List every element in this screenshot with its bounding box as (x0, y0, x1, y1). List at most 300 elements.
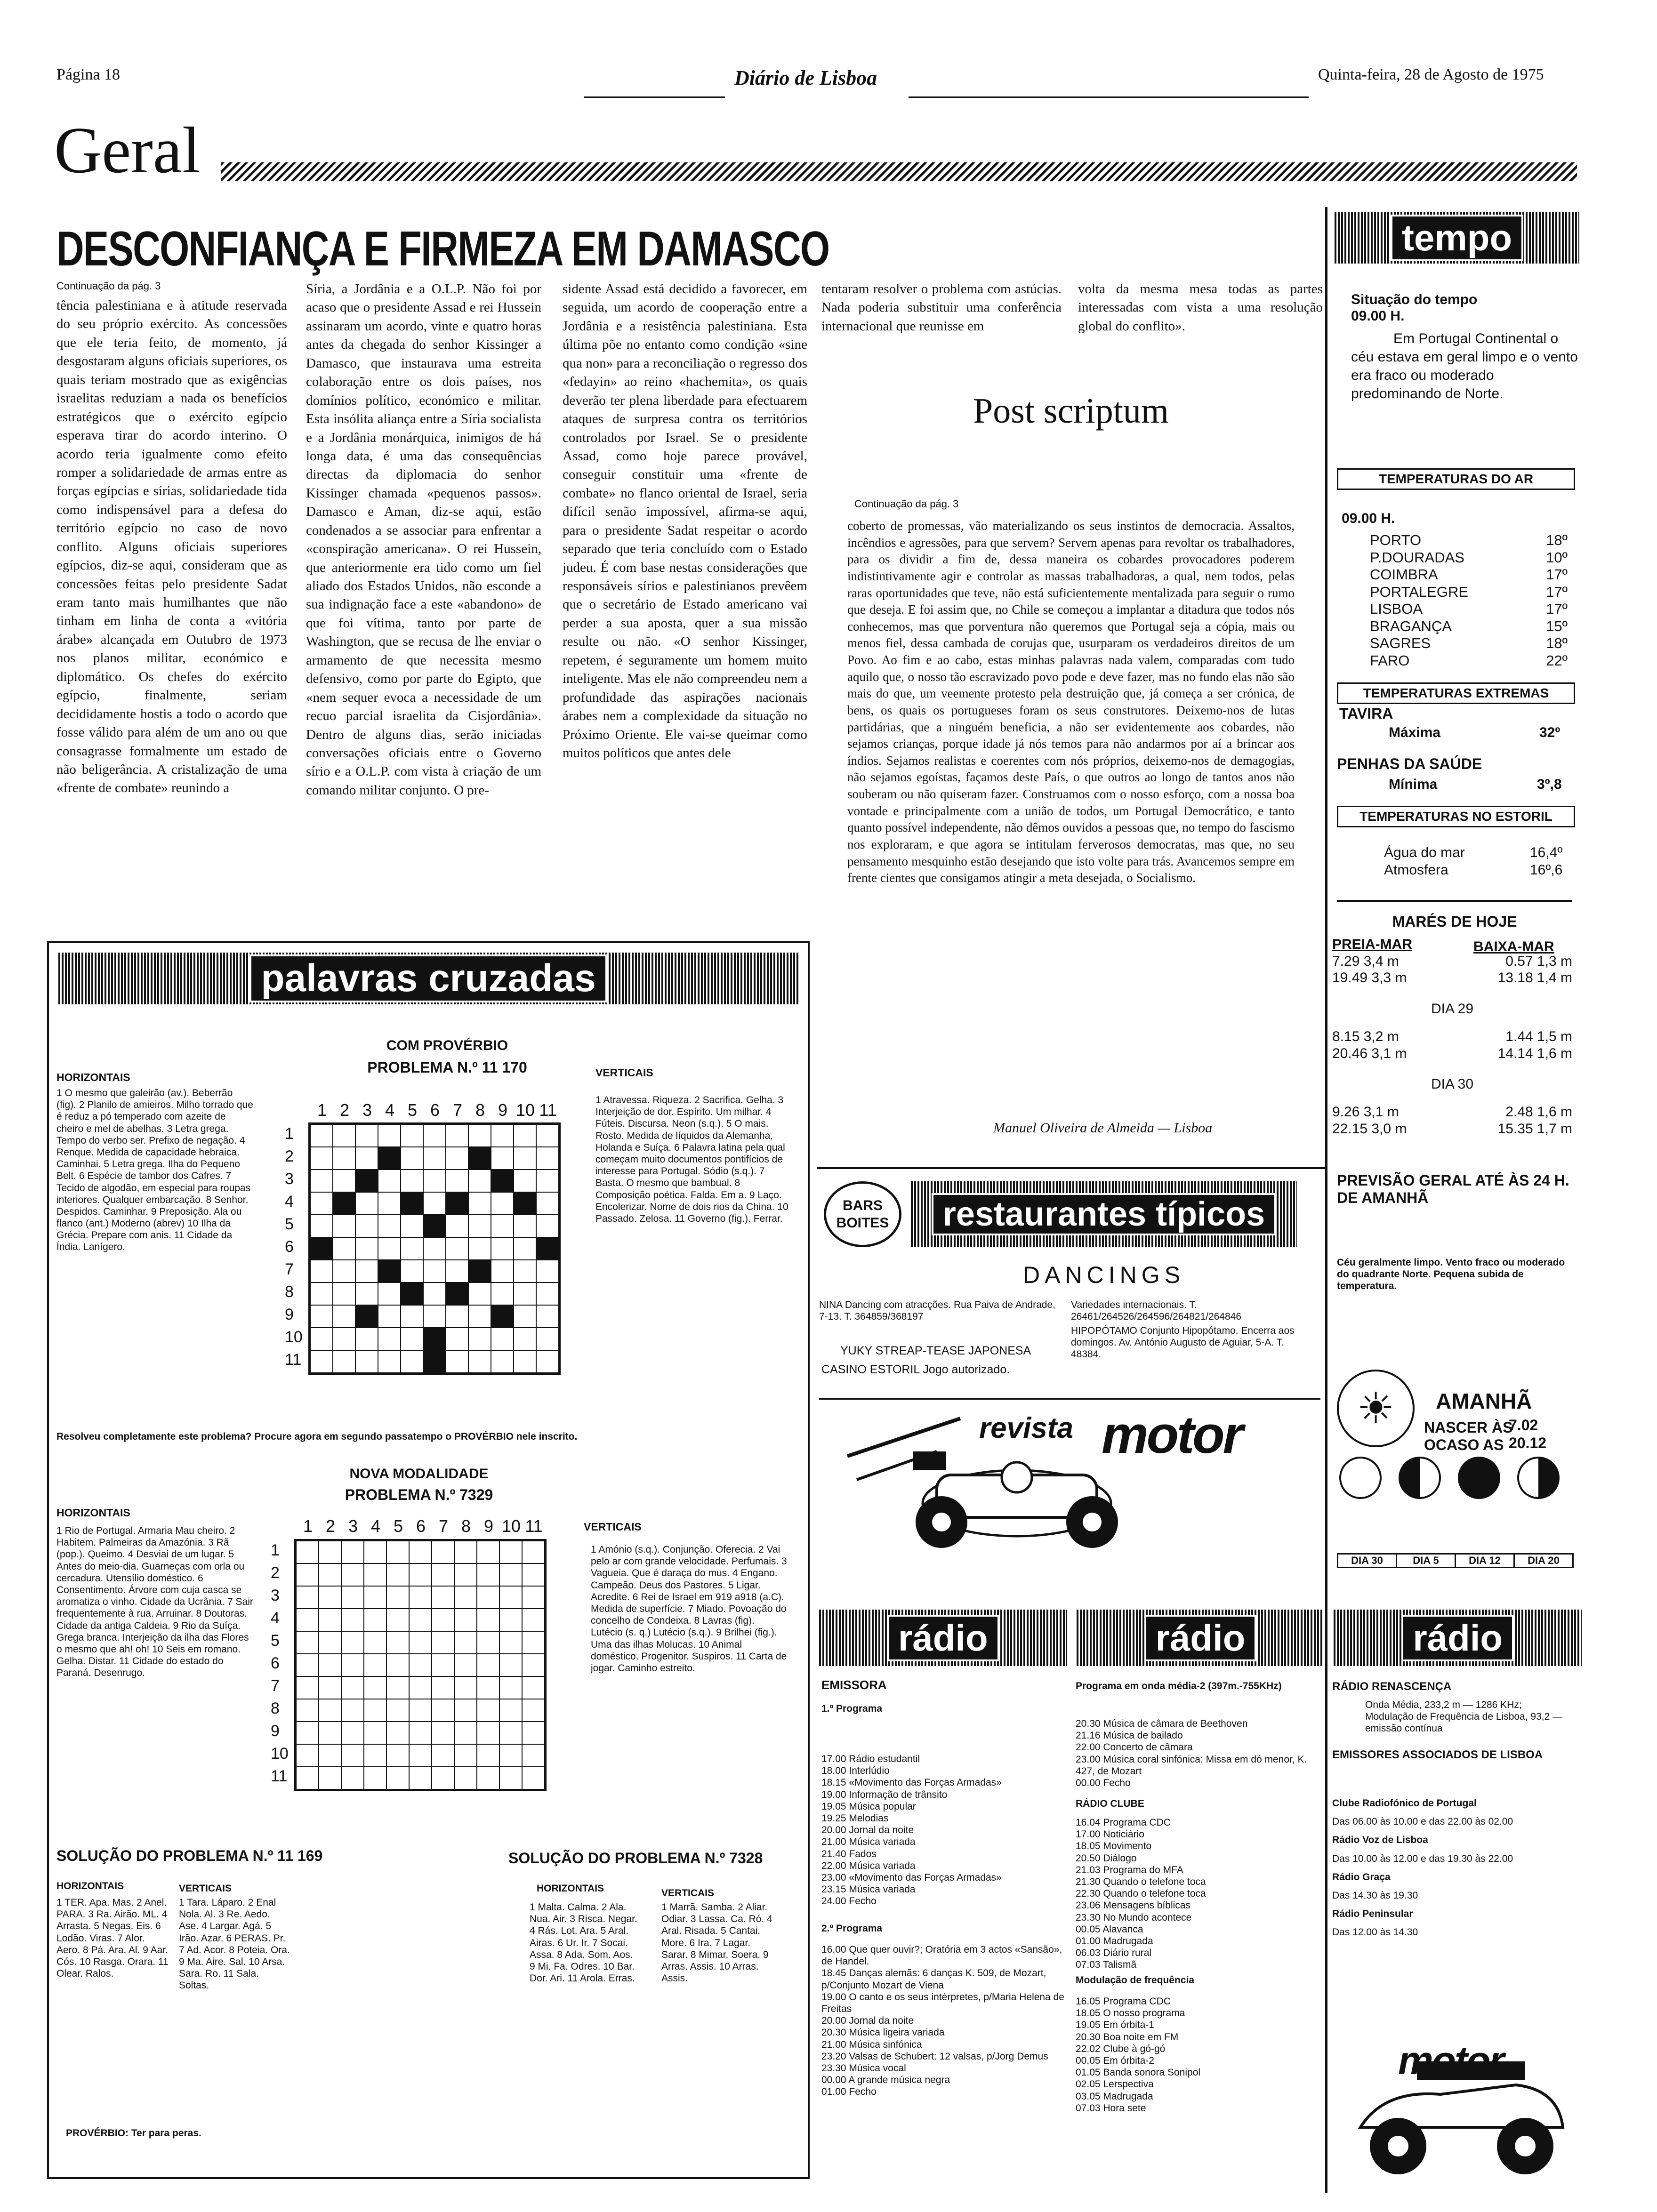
crossword-cell[interactable] (491, 1328, 514, 1350)
crossword-cell[interactable] (333, 1170, 355, 1192)
crossword-cell[interactable] (522, 1699, 545, 1722)
city-name: FARO (1370, 652, 1410, 669)
crossword-cell[interactable] (310, 1170, 333, 1192)
crossword-cell[interactable] (319, 1586, 341, 1609)
crossword-cell[interactable] (514, 1237, 536, 1260)
crossword-cell[interactable] (499, 1722, 522, 1744)
crossword-cell[interactable] (454, 1563, 477, 1586)
program-item: 03.05 Madrugada (1076, 2091, 1153, 2102)
crossword-cell[interactable] (386, 1744, 409, 1767)
crossword-black-cell[interactable] (514, 1192, 536, 1215)
crossword-cell[interactable] (355, 1215, 378, 1237)
crossword-2-horiz-label: HORIZONTAIS (56, 1507, 130, 1519)
crossword-cell[interactable] (477, 1699, 499, 1722)
restaurantes-banner-text: restaurantes típicos (932, 1193, 1276, 1235)
crossword-cell[interactable] (355, 1260, 378, 1282)
crossword-cell[interactable] (491, 1350, 514, 1373)
temperature-row (1370, 652, 1568, 670)
crossword-cell[interactable] (423, 1282, 446, 1305)
crossword-1-row-numbers (285, 1125, 303, 1373)
crossword-cell[interactable] (514, 1170, 536, 1192)
tides-list (1332, 953, 1572, 1137)
crossword-cell[interactable] (333, 1237, 355, 1260)
mares-rule (1337, 900, 1572, 902)
crossword-cell[interactable] (386, 1631, 409, 1654)
program-item: 23.15 Música variada (821, 1884, 916, 1895)
crossword-cell[interactable] (364, 1767, 386, 1789)
crossword-cell[interactable] (355, 1350, 378, 1373)
program-item: 07.03 Hora sete (1076, 2102, 1146, 2114)
crossword-2-grid (294, 1539, 547, 1791)
crossword-cell[interactable] (454, 1699, 477, 1722)
crossword-cell[interactable] (409, 1722, 432, 1744)
crossword-cell[interactable] (333, 1350, 355, 1373)
crossword-cell[interactable] (386, 1722, 409, 1744)
situacao-title: Situação do tempo (1351, 292, 1478, 307)
nascer-label: NASCER ÀS (1424, 1419, 1513, 1436)
crossword-black-cell[interactable] (355, 1170, 378, 1192)
crossword-cell[interactable] (432, 1722, 454, 1744)
station-schedule: Das 06.00 às 10.00 e das 22.00 às 02.00 (1332, 1816, 1513, 1827)
crossword-cell[interactable] (499, 1541, 522, 1563)
tide-day-label: DIA 29 (1431, 1001, 1474, 1017)
crossword-black-cell[interactable] (536, 1237, 559, 1260)
crossword-cell[interactable] (454, 1654, 477, 1676)
preia-mar-value: 8.15 3,2 m (1332, 1029, 1399, 1045)
program-item: 01.00 Madrugada (1076, 1935, 1153, 1947)
crossword-cell[interactable] (386, 1654, 409, 1676)
crossword-cell[interactable] (364, 1722, 386, 1744)
crossword-cell[interactable] (454, 1631, 477, 1654)
crossword-cell[interactable] (386, 1699, 409, 1722)
crossword-cell[interactable] (536, 1124, 559, 1147)
crossword-cell[interactable] (409, 1609, 432, 1631)
crossword-cell[interactable] (364, 1699, 386, 1722)
crossword-cell[interactable] (536, 1170, 559, 1192)
crossword-cell[interactable] (310, 1192, 333, 1215)
crossword-cell[interactable] (432, 1609, 454, 1631)
crossword-cell[interactable] (296, 1722, 319, 1744)
crossword-cell[interactable] (446, 1260, 468, 1282)
program-item: 23.06 Mensagens bíblicas (1076, 1900, 1190, 1911)
crossword-cell[interactable] (310, 1328, 333, 1350)
crossword-black-cell[interactable] (378, 1147, 401, 1170)
crossword-cell[interactable] (341, 1563, 364, 1586)
crossword-cell[interactable] (409, 1699, 432, 1722)
crossword-cell[interactable] (468, 1124, 491, 1147)
crossword-cell[interactable] (477, 1631, 499, 1654)
motor-car-brand: motor (1398, 2038, 1503, 2083)
crossword-cell[interactable] (401, 1124, 423, 1147)
crossword-cell[interactable] (432, 1586, 454, 1609)
crossword-cell[interactable] (491, 1260, 514, 1282)
crossword-cell[interactable] (446, 1170, 468, 1192)
program-item: 18.45 Danças alemãs: 6 danças K. 509, de Mozart, p/Conjunto Mozart de Viena (821, 1968, 1046, 1991)
crossword-cell[interactable] (355, 1282, 378, 1305)
crossword-cell[interactable] (319, 1654, 341, 1676)
crossword-cell[interactable] (401, 1147, 423, 1170)
crossword-cell[interactable] (319, 1609, 341, 1631)
crossword-cell[interactable] (319, 1744, 341, 1767)
crossword-cell[interactable] (423, 1237, 446, 1260)
crossword-cell[interactable] (522, 1609, 545, 1631)
program-item: 20.50 Diálogo (1076, 1852, 1137, 1864)
crossword-cell[interactable] (536, 1147, 559, 1170)
crossword-cell[interactable] (432, 1744, 454, 1767)
crossword-cell[interactable] (364, 1609, 386, 1631)
crossword-black-cell[interactable] (378, 1260, 401, 1282)
radio-c1-list2 (821, 1944, 1066, 2098)
crossword-cell[interactable] (364, 1654, 386, 1676)
crossword-cell[interactable] (446, 1328, 468, 1350)
crossword-cell[interactable] (409, 1654, 432, 1676)
crossword-cell[interactable] (341, 1654, 364, 1676)
crossword-cell[interactable] (409, 1563, 432, 1586)
crossword-cell[interactable] (333, 1215, 355, 1237)
crossword-cell[interactable] (378, 1305, 401, 1328)
crossword-cell[interactable] (423, 1305, 446, 1328)
crossword-cell[interactable] (432, 1676, 454, 1699)
crossword-cell[interactable] (310, 1350, 333, 1373)
crossword-cell[interactable] (491, 1192, 514, 1215)
crossword-cell[interactable] (536, 1215, 559, 1237)
crossword-cell[interactable] (499, 1631, 522, 1654)
crossword-cell[interactable] (423, 1124, 446, 1147)
crossword-black-cell[interactable] (401, 1192, 423, 1215)
postscript-body: coberto de promessas, vão materializando os seus instintos de democracia. Assaltos, incêndios e agressões, para que servem? Servem apenas para revoltar os trabalhadores, para os dividir a fim de, dessa maneira os cobardes provocadores poderem indistintivamente agir e controlar as massas trabalhadoras, a qual, nem todos, pelas raras oportunidades que teve, não está suficientemente mentalizada para seguir o rumo que deseja. E foi assim que, no Chile se começou a implantar a ditadura que todos nós conhecemos, mas que porventura não queremos que Portugal seja a cópia, mais ou menos fiel, dessa cambada de corujas que, usurparam os verdadeiros direitos de um Povo. Ao fim e ao cabo, estas minhas palavras nada valem, comparadas com tudo aquilo que, o nosso tão escravizado povo pode e deve fazer, mas no fundo elas não são mais do que, um veemente protesto pela destruição que, já começa a ser crónica, de bens, os quais os portugueses foram os seus construtores. Deixemo-nos de lutas partidárias, que a ninguém beneficia, a não ser evidentemente aos cobardes, não sejamos crianças, porque idade já nós temos para não andarmos por aí a brincar aos índios. Sejamos realistas e coerentes com nós próprios, deixemo-nos de demagogias, não sejamos egoístas, façamos deste País, o que outros ao longo de tantos anos não souberam ou não quiseram fazer. Construamos com o nosso esforço, com a nossa boa vontade e principalmente com a união de todos, um Portugal Democrático, e tanto quanto possível independente, não dêmos ouvidos a pessoas que, no tempo do fascismo nos exploraram, e que agora se intitulam ferverosos democratas, mas que, no seu pensamento mesquinho estão desejando que isto volte para trás. Avancemos sempre em frente cientes que consigamos atingir a meta desejada, o Socialismo. (847, 519, 1295, 885)
crossword-cell[interactable] (296, 1676, 319, 1699)
crossword-black-cell[interactable] (355, 1305, 378, 1328)
crossword-black-cell[interactable] (401, 1282, 423, 1305)
crossword-cell[interactable] (423, 1260, 446, 1282)
crossword-black-cell[interactable] (468, 1147, 491, 1170)
crossword-cell[interactable] (401, 1305, 423, 1328)
crossword-black-cell[interactable] (423, 1215, 446, 1237)
crossword-cell[interactable] (355, 1192, 378, 1215)
crossword-cell[interactable] (341, 1744, 364, 1767)
crossword-cell[interactable] (468, 1170, 491, 1192)
program-item: 19.05 Em órbita-1 (1076, 2020, 1154, 2031)
motor-ad-motor: motor (1102, 1405, 1242, 1464)
ocaso-time: 20.12 (1509, 1435, 1547, 1451)
crossword-cell[interactable] (296, 1541, 319, 1563)
crossword-cell[interactable] (477, 1541, 499, 1563)
crossword-cell[interactable] (432, 1631, 454, 1654)
crossword-cell[interactable] (514, 1147, 536, 1170)
row-number: 8 (271, 1699, 280, 1717)
crossword-cell[interactable] (514, 1260, 536, 1282)
crossword-cell[interactable] (319, 1699, 341, 1722)
header-rule-right (909, 96, 1309, 98)
crossword-cell[interactable] (378, 1192, 401, 1215)
crossword-cell[interactable] (341, 1722, 364, 1744)
crossword-cell[interactable] (401, 1170, 423, 1192)
crossword-cell[interactable] (364, 1676, 386, 1699)
crossword-cell[interactable] (514, 1282, 536, 1305)
crossword-cell[interactable] (386, 1767, 409, 1789)
crossword-black-cell[interactable] (310, 1237, 333, 1260)
crossword-cell[interactable] (432, 1563, 454, 1586)
crossword-cell[interactable] (378, 1350, 401, 1373)
crossword-cell[interactable] (355, 1124, 378, 1147)
crossword-cell[interactable] (522, 1563, 545, 1586)
crossword-cell[interactable] (296, 1586, 319, 1609)
crossword-cell[interactable] (296, 1744, 319, 1767)
crossword-black-cell[interactable] (491, 1170, 514, 1192)
crossword-cell[interactable] (499, 1676, 522, 1699)
crossword-cell[interactable] (401, 1328, 423, 1350)
crossword-cell[interactable] (341, 1541, 364, 1563)
crossword-cell[interactable] (499, 1609, 522, 1631)
crossword-cell[interactable] (386, 1541, 409, 1563)
crossword-cell[interactable] (364, 1744, 386, 1767)
radio-c1-sub: 1.º Programa (821, 1703, 883, 1714)
crossword-cell[interactable] (386, 1586, 409, 1609)
motor-ad (819, 1398, 1320, 1553)
crossword-cell[interactable] (423, 1192, 446, 1215)
crossword-cell[interactable] (341, 1609, 364, 1631)
crossword-cell[interactable] (401, 1215, 423, 1237)
crossword-cell[interactable] (491, 1124, 514, 1147)
crossword-cell[interactable] (378, 1237, 401, 1260)
crossword-cell[interactable] (409, 1676, 432, 1699)
crossword-cell[interactable] (454, 1744, 477, 1767)
crossword-cell[interactable] (378, 1124, 401, 1147)
radio-c1-title: EMISSORA (821, 1678, 887, 1692)
crossword-cell[interactable] (333, 1260, 355, 1282)
crossword-cell[interactable] (477, 1744, 499, 1767)
program-item: 22.30 Quando o telefone toca (1076, 1888, 1206, 1899)
crossword-cell[interactable] (341, 1631, 364, 1654)
crossword-black-cell[interactable] (446, 1282, 468, 1305)
crossword-cell[interactable] (477, 1654, 499, 1676)
crossword-cell[interactable] (432, 1541, 454, 1563)
crossword-cell[interactable] (491, 1282, 514, 1305)
crossword-cell[interactable] (333, 1282, 355, 1305)
crossword-cell[interactable] (423, 1147, 446, 1170)
crossword-cell[interactable] (333, 1124, 355, 1147)
crossword-cell[interactable] (454, 1609, 477, 1631)
crossword-cell[interactable] (319, 1563, 341, 1586)
crossword-cell[interactable] (341, 1676, 364, 1699)
program-item: 21.03 Programa do MFA (1076, 1864, 1183, 1875)
crossword-cell[interactable] (319, 1676, 341, 1699)
crossword-cell[interactable] (499, 1767, 522, 1789)
crossword-cell[interactable] (536, 1305, 559, 1328)
crossword-cell[interactable] (310, 1282, 333, 1305)
crossword-cell[interactable] (454, 1676, 477, 1699)
crossword-cell[interactable] (296, 1563, 319, 1586)
crossword-cell[interactable] (499, 1586, 522, 1609)
crossword-cell[interactable] (386, 1609, 409, 1631)
crossword-cell[interactable] (432, 1699, 454, 1722)
crossword-cell[interactable] (522, 1654, 545, 1676)
crossword-cell[interactable] (514, 1305, 536, 1328)
crossword-cell[interactable] (514, 1124, 536, 1147)
crossword-cell[interactable] (378, 1170, 401, 1192)
crossword-cell[interactable] (514, 1328, 536, 1350)
crossword-cell[interactable] (310, 1124, 333, 1147)
full-moon-icon (1339, 1457, 1382, 1499)
program-item: 01.05 Banda sonora Sonipol (1076, 2067, 1201, 2078)
city-name: BRAGANÇA (1370, 617, 1452, 634)
crossword-cell[interactable] (333, 1328, 355, 1350)
crossword-cell[interactable] (355, 1147, 378, 1170)
crossword-cell[interactable] (296, 1699, 319, 1722)
crossword-cell[interactable] (432, 1654, 454, 1676)
crossword-1-title: PROBLEMA N.º 11 170 (367, 1059, 527, 1076)
crossword-cell[interactable] (296, 1767, 319, 1789)
crossword-cell[interactable] (378, 1215, 401, 1237)
crossword-cell[interactable] (468, 1237, 491, 1260)
crossword-cell[interactable] (477, 1722, 499, 1744)
crossword-cell[interactable] (454, 1722, 477, 1744)
crossword-cell[interactable] (319, 1541, 341, 1563)
crossword-black-cell[interactable] (468, 1260, 491, 1282)
program-item: 06.03 Diário rural (1076, 1948, 1152, 1959)
crossword-cell[interactable] (378, 1282, 401, 1305)
crossword-cell[interactable] (499, 1744, 522, 1767)
col-number: 10 (515, 1100, 535, 1120)
crossword-cell[interactable] (522, 1744, 545, 1767)
crossword-cell[interactable] (446, 1350, 468, 1373)
crossword-cell[interactable] (364, 1631, 386, 1654)
crossword-cell[interactable] (386, 1563, 409, 1586)
program-item: 19.25 Melodias (821, 1812, 889, 1824)
crossword-cell[interactable] (468, 1350, 491, 1373)
crossword-cell[interactable] (401, 1237, 423, 1260)
program-item: 22.00 Concerto de câmara (1076, 1742, 1193, 1753)
crossword-cell[interactable] (454, 1586, 477, 1609)
program-item: 23.20 Valsas de Schubert: 12 valsas, p/Jorg Demus (821, 2051, 1048, 2062)
crossword-cell[interactable] (296, 1654, 319, 1676)
crossword-cell[interactable] (499, 1563, 522, 1586)
crossword-cell[interactable] (536, 1260, 559, 1282)
crossword-cell[interactable] (477, 1586, 499, 1609)
nascer-time: 7.02 (1509, 1417, 1538, 1434)
crossword-cell[interactable] (536, 1192, 559, 1215)
crossword-cell[interactable] (409, 1767, 432, 1789)
crossword-cell[interactable] (364, 1541, 386, 1563)
crossword-cell[interactable] (296, 1609, 319, 1631)
tide-day-label: DIA 30 (1431, 1076, 1474, 1092)
solution-2-horiz-label: HORIZONTAIS (537, 1883, 604, 1894)
crossword-cell[interactable] (491, 1147, 514, 1170)
crossword-cell[interactable] (536, 1328, 559, 1350)
crossword-cell[interactable] (378, 1328, 401, 1350)
crossword-cell[interactable] (341, 1699, 364, 1722)
crossword-cell[interactable] (364, 1586, 386, 1609)
crossword-black-cell[interactable] (423, 1350, 446, 1373)
crossword-cell[interactable] (409, 1541, 432, 1563)
crossword-cell[interactable] (446, 1147, 468, 1170)
crossword-cell[interactable] (454, 1767, 477, 1789)
crossword-cell[interactable] (319, 1631, 341, 1654)
crossword-cell[interactable] (446, 1237, 468, 1260)
crossword-note: Resolveu completamente este problema? Procure agora em segundo passatempo o PROVÉRBIO nele inscrito. (56, 1431, 578, 1442)
crossword-cell[interactable] (355, 1328, 378, 1350)
crossword-cell[interactable] (491, 1237, 514, 1260)
crossword-cell[interactable] (310, 1147, 333, 1170)
crossword-cell[interactable] (446, 1124, 468, 1147)
crossword-cell[interactable] (499, 1699, 522, 1722)
col-number: 2 (325, 1516, 336, 1536)
crossword-cell[interactable] (319, 1767, 341, 1789)
crossword-cell[interactable] (522, 1767, 545, 1789)
crossword-black-cell[interactable] (446, 1192, 468, 1215)
phase-date: DIA 20 (1528, 1555, 1560, 1566)
crossword-cell[interactable] (536, 1350, 559, 1373)
crossword-cell[interactable] (319, 1722, 341, 1744)
crossword-cell[interactable] (409, 1744, 432, 1767)
crossword-cell[interactable] (468, 1328, 491, 1350)
crossword-black-cell[interactable] (423, 1328, 446, 1350)
crossword-cell[interactable] (386, 1676, 409, 1699)
crossword-cell[interactable] (522, 1676, 545, 1699)
solution-1-title: SOLUÇÃO DO PROBLEMA N.º 11 169 (56, 1847, 323, 1864)
crossword-cell[interactable] (536, 1282, 559, 1305)
crossword-cell[interactable] (333, 1147, 355, 1170)
crossword-cell[interactable] (468, 1192, 491, 1215)
crossword-cell[interactable] (477, 1609, 499, 1631)
amanha-title: AMANHÃ (1436, 1389, 1532, 1413)
crossword-cell[interactable] (355, 1237, 378, 1260)
crossword-cell[interactable] (364, 1563, 386, 1586)
ocaso-label: OCASO AS (1424, 1436, 1504, 1453)
crossword-cell[interactable] (310, 1215, 333, 1237)
crossword-cell[interactable] (514, 1215, 536, 1237)
program-item: 18.15 «Movimento das Forças Armadas» (821, 1777, 1002, 1788)
crossword-cell[interactable] (423, 1170, 446, 1192)
row-number: 9 (271, 1722, 280, 1740)
crossword-cell[interactable] (477, 1767, 499, 1789)
crossword-cell[interactable] (310, 1305, 333, 1328)
crossword-cell[interactable] (401, 1350, 423, 1373)
row-number: 4 (285, 1193, 294, 1210)
crossword-cell[interactable] (514, 1350, 536, 1373)
crossword-cell[interactable] (446, 1305, 468, 1328)
page-number: Página 18 (56, 66, 121, 83)
crossword-cell[interactable] (499, 1654, 522, 1676)
crossword-black-cell[interactable] (491, 1305, 514, 1328)
crossword-cell[interactable] (341, 1586, 364, 1609)
crossword-black-cell[interactable] (333, 1192, 355, 1215)
crossword-cell[interactable] (432, 1767, 454, 1789)
crossword-cell[interactable] (296, 1631, 319, 1654)
crossword-cell[interactable] (522, 1631, 545, 1654)
crossword-cell[interactable] (341, 1767, 364, 1789)
crossword-cell[interactable] (409, 1586, 432, 1609)
crossword-cell[interactable] (522, 1722, 545, 1744)
crossword-cell[interactable] (468, 1305, 491, 1328)
crossword-cell[interactable] (454, 1541, 477, 1563)
crossword-cell[interactable] (491, 1215, 514, 1237)
crossword-cell[interactable] (477, 1563, 499, 1586)
crossword-cell[interactable] (333, 1305, 355, 1328)
crossword-cell[interactable] (522, 1586, 545, 1609)
crossword-cell[interactable] (468, 1215, 491, 1237)
crossword-cell[interactable] (310, 1260, 333, 1282)
tavira-max-label: Máxima (1389, 725, 1441, 740)
crossword-cell[interactable] (477, 1676, 499, 1699)
crossword-cell[interactable] (409, 1631, 432, 1654)
temperature-row (1370, 618, 1568, 635)
radio-c2-title: Programa em onda média-2 (397m.-755KHz) (1076, 1681, 1282, 1691)
crossword-cell[interactable] (522, 1541, 545, 1563)
crossword-cell[interactable] (446, 1215, 468, 1237)
crossword-cell[interactable] (401, 1260, 423, 1282)
crossword-cell[interactable] (468, 1282, 491, 1305)
